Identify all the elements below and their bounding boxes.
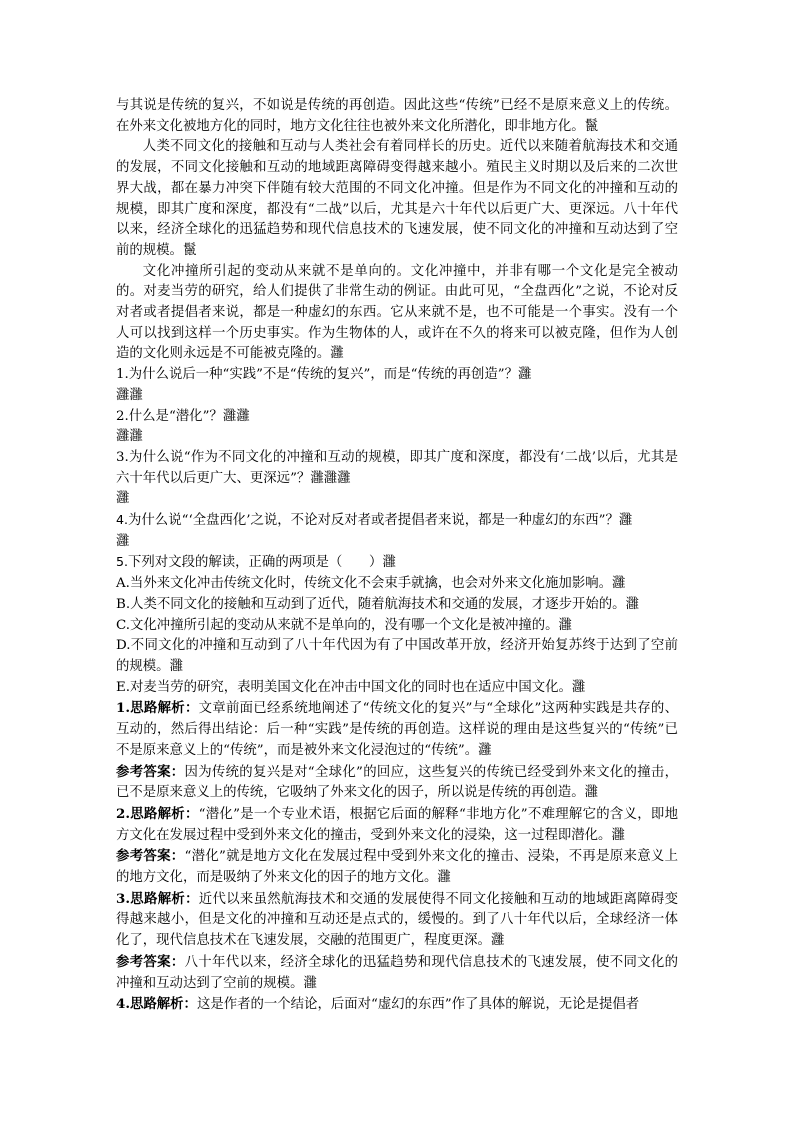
option-b: B.人类不同文化的接触和互动到了近代，随着航海技术和交通的发展，才逐步开始的。灉 (116, 596, 639, 612)
analysis-2: 2.思路解析：“潜化”是一个专业术语，根据它后面的解释“非地方化”不难理解它的含义，即地方文化在发展过程中受到外来文化的撞击，受到外来文化的浸染，这一过程即潜化。灉 (116, 805, 678, 843)
reference-answer-3: 参考答案：八十年代以来，经济全球化的迅猛趋势和现代信息技术的飞速发展，使不同文化的冲撞和互动达到了空前的规模。灉 (116, 953, 678, 991)
question-4: 4.为什么说“‘全盘西化’之说，不论对反对者或者提倡者来说，都是一种虚幻的东西”？灉 (116, 512, 633, 529)
document-page (116, 96, 678, 1016)
passage-paragraph-2: 人类不同文化的接触和互动与人类社会有着同样长的历史。近代以来随着航海技术和交通的发展，不同文化接触和互动的地域距离障碍变得越来越小。殖民主义时期以及后来的二次世界大战，都在暴力冲突下伴随有较大范围的不同文化冲撞。但是作为不同文化的冲撞和互动的规模，即其广度和深度，都没有“二战”以后，尤其是六十年代以后更广大、更深远。八十年代以来，经济全球化的迅猛趋势和现代信息技术的飞速发展，使不同文化的冲撞和互动达到了空前的规模。鬣 (116, 139, 678, 258)
reference-answer-2: 参考答案：“潜化”就是地方文化在发展过程中受到外来文化的撞击、浸染，不再是原来意义上的地方文化，而是吸纳了外来文化的因子的地方文化。灉 (116, 848, 678, 886)
option-e: E.对麦当劳的研究，表明美国文化在冲击中国文化的同时也在适应中国文化。灉 (116, 679, 586, 695)
question-3: 3.为什么说“作为不同文化的冲撞和互动的规模，即其广度和深度，都没有‘二战’以后，尤其是六十年代以后更广大、更深远”？灉灉灉 (116, 449, 678, 486)
option-d: D.不同文化的冲撞和互动到了八十年代因为有了中国改革开放，经济开始复苏终于达到了空前的规模。灉 (116, 638, 678, 674)
reference-answer-1: 参考答案：因为传统的复兴是对“全球化”的回应，这些复兴的传统已经受到外来文化的撞击，已不是原来意义上的传统，它吸纳了外来文化的因子，所以说是传统的再创造。灉 (116, 763, 678, 801)
end-mark: 鬣 (182, 242, 197, 258)
answer-blank-4: 灉 (116, 533, 130, 549)
passage-paragraph-1: 与其说是传统的复兴，不如说是传统的再创造。因此这些“传统”已经不是原来意义上的传统。在外来文化被地方化的同时，地方文化往往也被外来文化所潜化，即非地方化。鬣 (116, 98, 678, 134)
analysis-1: 1.思路解析：文章前面已经系统地阐述了“传统文化的复兴”与“全球化”这两种实践是共存的、互动的，然后得出结论：后一种“实践”是传统的再创造。这样说的理由是这些复兴的“传统”已不是原来意义上的“传统”，而是被外来文化浸泡过的“传统”。灉 (116, 700, 678, 758)
question-5: 5.下列对文段的解读，正确的两项是（ ）灉 (116, 554, 396, 571)
end-mark: 鬣 (584, 118, 599, 134)
end-mark: 灉 (330, 346, 344, 362)
question-1: 1.为什么说后一种“实践”不是“传统的复兴”，而是“传统的再创造”？灉 (116, 367, 532, 383)
analysis-4: 4.思路解析：这是作者的一个结论，后面对“虚幻的东西”作了具体的解说，无论是提倡者 (116, 996, 640, 1013)
question-2: 2.什么是“潜化”？灉灉 (116, 408, 250, 424)
answer-blank-2: 灉灉 (116, 429, 143, 445)
option-a: A.当外来文化冲击传统文化时，传统文化不会束手就擒，也会对外来文化施加影响。灉 (116, 576, 626, 592)
answer-blank-3: 灉 (116, 491, 130, 507)
option-c: C.文化冲撞所引起的变动从来就不是单向的，没有哪一个文化是被冲撞的。灉 (116, 617, 572, 633)
passage-paragraph-3: 文化冲撞所引起的变动从来就不是单向的。文化冲撞中，并非有哪一个文化是完全被动的。对麦当劳的研究，给人们提供了非常生动的例证。由此可见，“全盘西化”之说，不论对反对者或者提倡者来说，都是一种虚幻的东西。它从来就不是，也不可能是一个事实。没有一个人可以找到这样一个历史事实。作为生物体的人，或许在不久的将来可以被克隆，但作为人创造的文化则永远是不可能被克隆的。灉 (116, 263, 678, 362)
analysis-3: 3.思路解析：近代以来虽然航海技术和交通的发展使得不同文化接触和互动的地域距离障碍变得越来越小，但是文化的冲撞和互动还是点式的，缓慢的。到了八十年代以后，全球经济一体化了，现代信息技术在飞速发展，交融的范围更广，程度更深。灉 (116, 890, 678, 949)
answer-blank-1: 灉灉 (116, 387, 143, 403)
